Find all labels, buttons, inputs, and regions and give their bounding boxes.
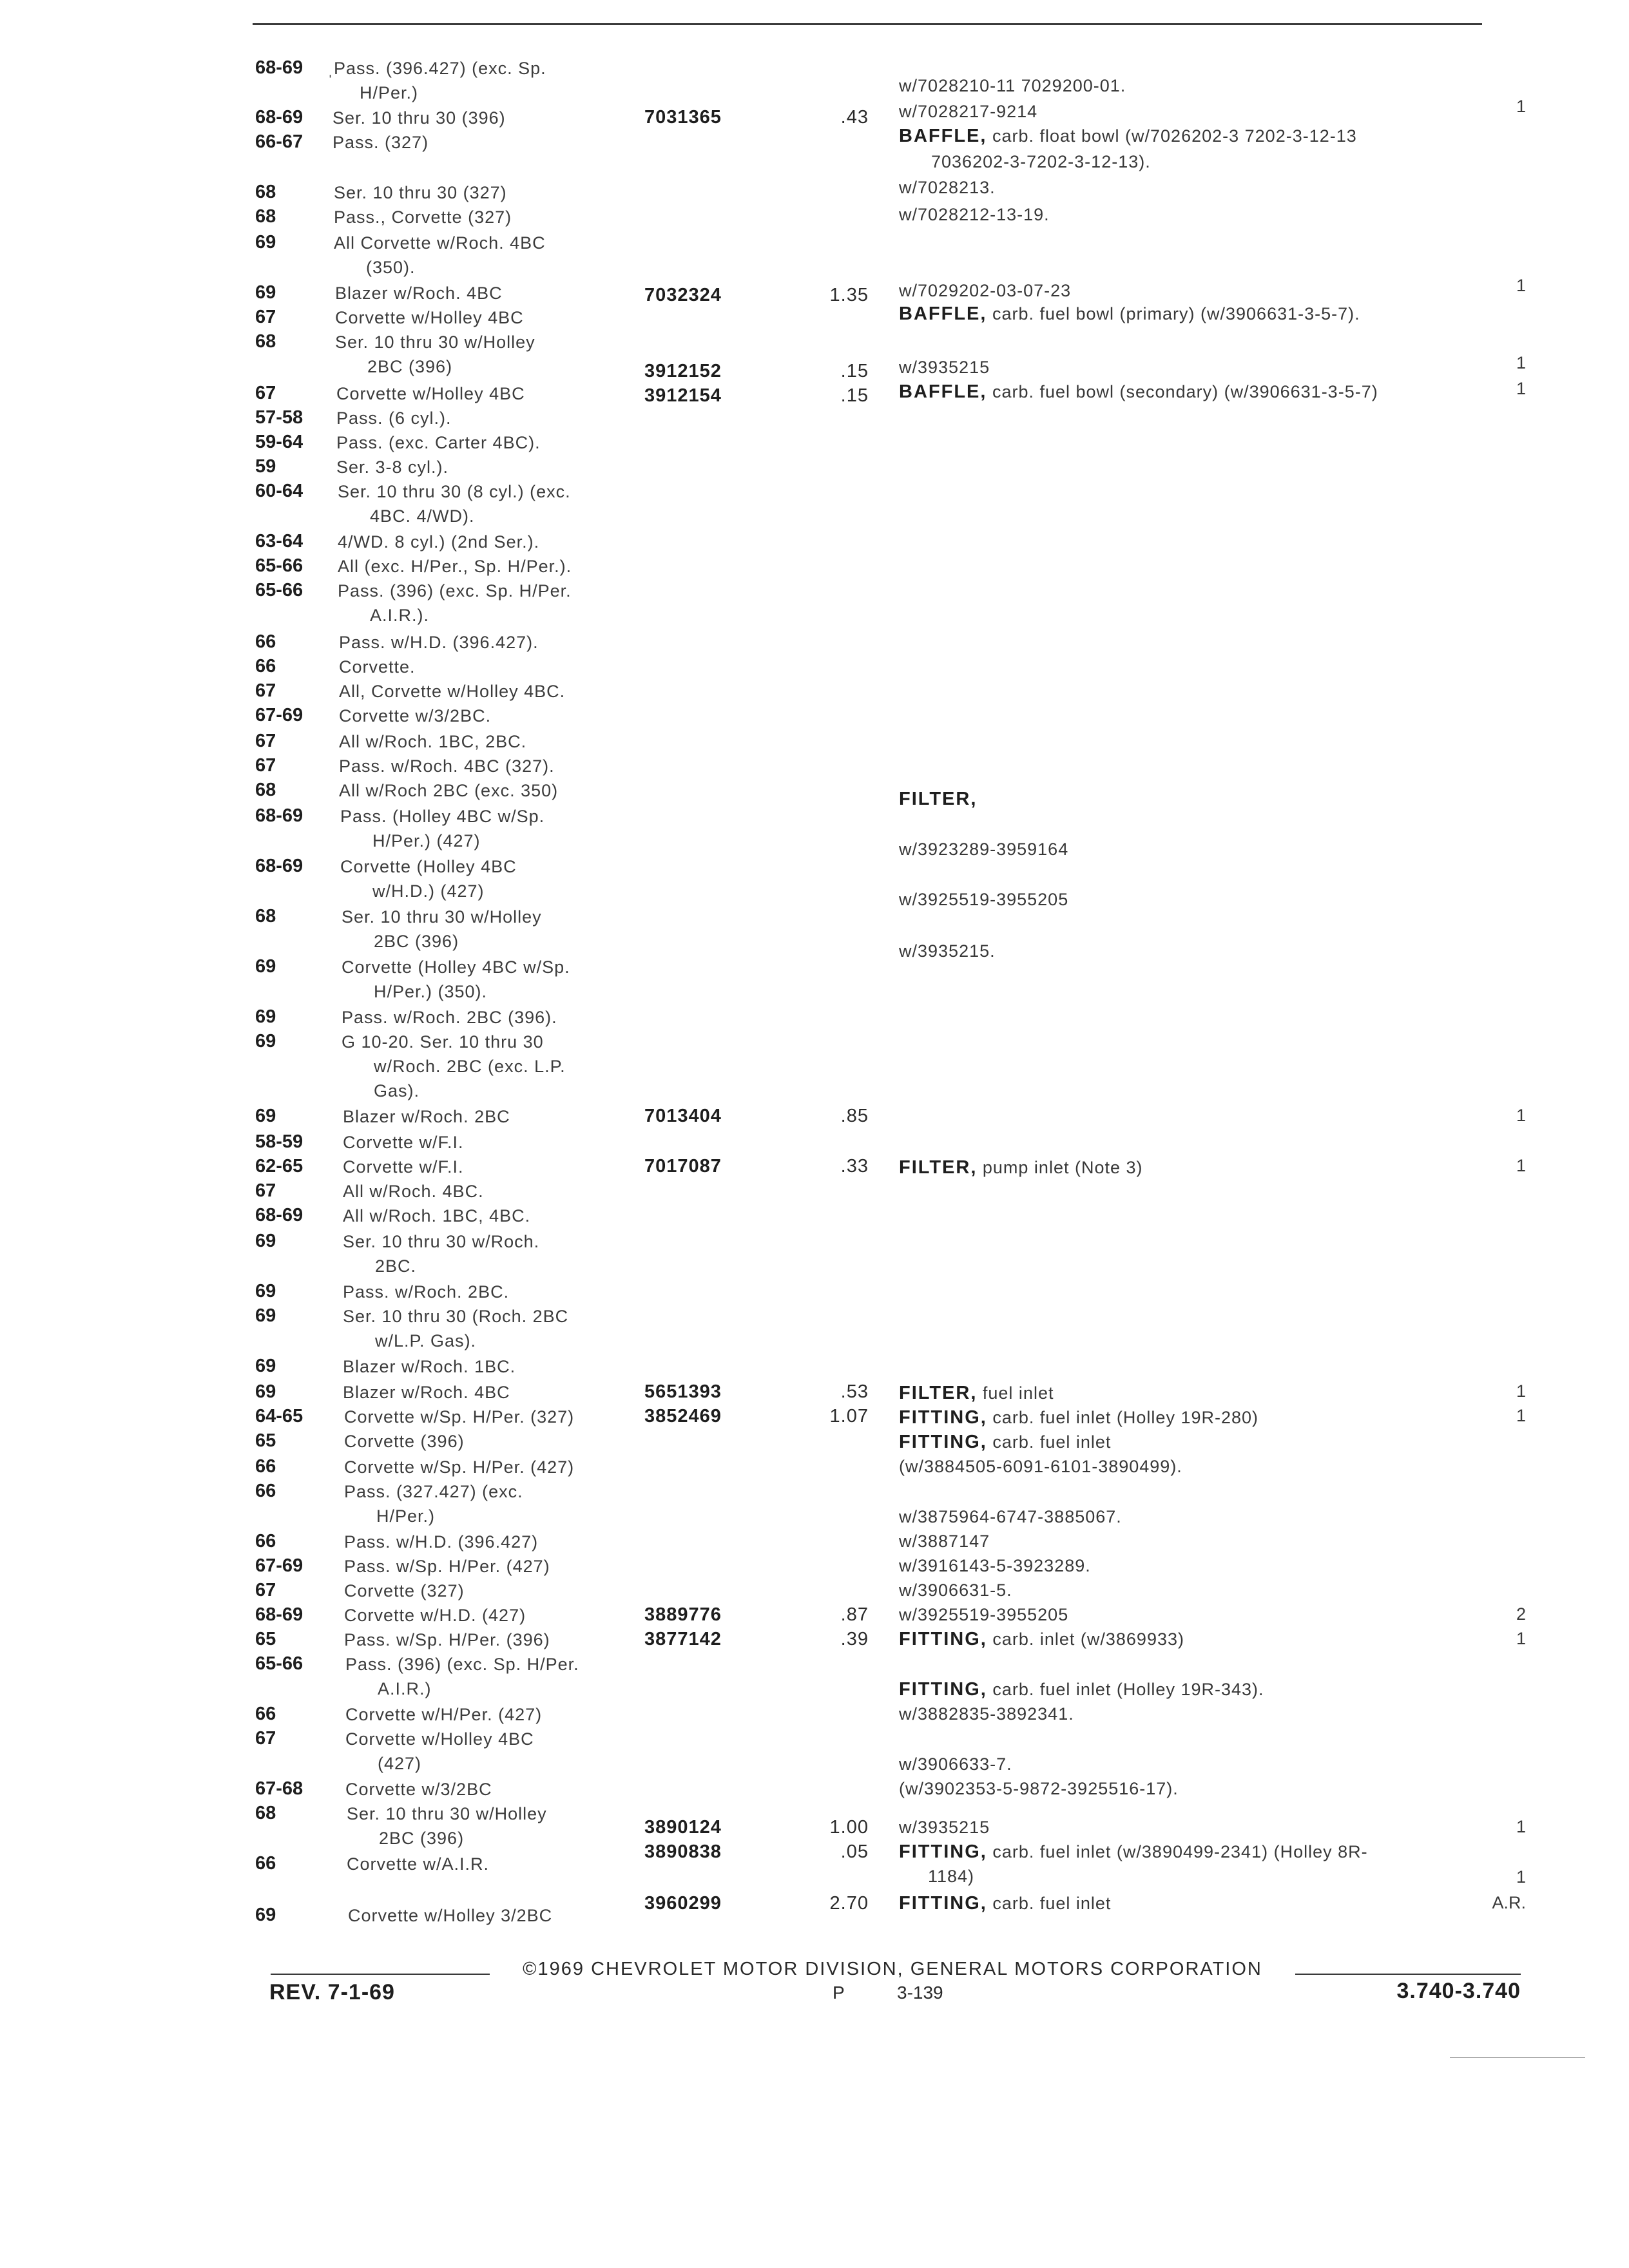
application-desc: Blazer w/Roch. 4BC (335, 284, 503, 303)
application-desc: Corvette w/A.I.R. (347, 1854, 490, 1874)
revision-date: REV. 7-1-69 (269, 1980, 395, 2004)
application-desc: Pass. (Holley 4BC w/Sp. H/Per.) (427) (340, 807, 545, 850)
year-cell: 59-64 (255, 432, 304, 452)
application-desc: Corvette w/Holley 4BC (335, 308, 524, 327)
quantity: 1 (1516, 1156, 1526, 1175)
application-desc: Pass. (6 cyl.). (336, 408, 452, 428)
description-line: w/3882835-3892341. (899, 1704, 1074, 1724)
application-desc: Corvette w/Holley 4BC (336, 384, 525, 403)
application-desc: Ser. 10 thru 30 w/Roch. 2BC. (343, 1232, 540, 1276)
description-line: BAFFLE, carb. float bowl (w/7026202-3 7202-3-12-13 (899, 126, 1357, 146)
quantity: 1 (1516, 379, 1526, 398)
part-number: 3890124 (644, 1817, 722, 1838)
application-desc: Ser. 10 thru 30 w/Holley 2BC (396) (342, 907, 542, 951)
part-number: 7013404 (644, 1106, 722, 1126)
year-cell: 69 (255, 1356, 276, 1376)
quantity: 1 (1516, 353, 1526, 372)
year-cell: 69 (255, 1106, 276, 1126)
year-cell: 65 (255, 1629, 276, 1649)
year-cell: 62-65 (255, 1156, 304, 1177)
year-cell: 67 (255, 755, 276, 776)
year-cell: 68 (255, 906, 276, 927)
description-line: w/3925519-3955205 (899, 890, 1069, 909)
year-cell: 69 (255, 1381, 276, 1402)
application-desc: All w/Roch. 4BC. (343, 1182, 484, 1201)
year-cell: 65-66 (255, 1653, 304, 1674)
quantity: 1 (1516, 276, 1526, 295)
application-desc: Pass. (327) (333, 133, 429, 152)
price: .15 (840, 361, 869, 381)
application-desc: Blazer w/Roch. 4BC (343, 1383, 510, 1402)
application-desc: Corvette w/F.I. (343, 1133, 464, 1152)
application-desc: Pass. w/Roch. 4BC (327). (339, 756, 555, 776)
application-desc: Pass. (327.427) (exc. H/Per.) (344, 1482, 523, 1526)
part-number: 7017087 (644, 1156, 722, 1177)
year-cell: 69 (255, 1231, 276, 1251)
year-cell: 69 (255, 956, 276, 977)
description-line: w/3916143-5-3923289. (899, 1556, 1091, 1575)
quantity: 1 (1516, 1406, 1526, 1425)
application-desc: Ser. 10 thru 30 w/Holley 2BC (396) (347, 1804, 547, 1848)
year-cell: 67-69 (255, 705, 304, 726)
year-cell: 67 (255, 383, 276, 403)
price: .33 (840, 1156, 869, 1177)
quantity: 1 (1516, 1106, 1526, 1125)
application-desc: Ser. 10 thru 30 (396) (333, 108, 506, 128)
year-cell: 67 (255, 307, 276, 327)
price: .85 (840, 1106, 869, 1126)
description-line: FILTER, fuel inlet (899, 1383, 1054, 1403)
year-cell: 68 (255, 1803, 276, 1823)
application-desc: ˌPass. (396.427) (exc. Sp. H/Per.) (327, 59, 546, 102)
application-desc: All w/Roch. 1BC, 2BC. (339, 732, 527, 751)
description-line: FITTING, carb. fuel inlet (899, 1893, 1112, 1914)
description-line: 1184) (928, 1867, 975, 1886)
corner-rule (1450, 2057, 1585, 2058)
quantity: 1 (1516, 97, 1526, 116)
application-desc: Ser. 10 thru 30 w/Holley 2BC (396) (335, 332, 535, 376)
price: .39 (840, 1629, 869, 1649)
year-cell: 68-69 (255, 1604, 304, 1625)
description-line: 7036202-3-7202-3-12-13). (931, 152, 1151, 171)
price: .15 (840, 385, 869, 406)
description-line: FITTING, carb. fuel inlet (Holley 19R-280) (899, 1407, 1259, 1428)
quantity: 1 (1516, 1381, 1526, 1401)
application-desc: Pass. w/H.D. (396.427). (339, 633, 539, 652)
year-cell: 66 (255, 1456, 276, 1477)
application-desc: All, Corvette w/Holley 4BC. (339, 682, 566, 701)
year-cell: 68 (255, 331, 276, 352)
description-line: (w/3902353-5-9872-3925516-17). (899, 1779, 1179, 1798)
year-cell: 69 (255, 1905, 276, 1925)
part-number: 3889776 (644, 1604, 722, 1625)
application-desc: Corvette w/3/2BC (345, 1780, 492, 1799)
description-line: w/7028213. (899, 178, 996, 197)
application-desc: Corvette w/Holley 3/2BC (348, 1906, 553, 1925)
description-line: w/7028210-11 7029200-01. (899, 76, 1126, 95)
description-line: FITTING, carb. inlet (w/3869933) (899, 1629, 1184, 1649)
price: .43 (840, 107, 869, 128)
quantity: 1 (1516, 1867, 1526, 1887)
year-cell: 65-66 (255, 555, 304, 576)
description-line: FILTER, (899, 789, 978, 809)
description-line: (w/3884505-6091-6101-3890499). (899, 1457, 1182, 1476)
p-code: P (833, 1983, 845, 2003)
description-line: BAFFLE, carb. fuel bowl (primary) (w/3906631-3-5-7). (899, 303, 1360, 324)
part-number: 5651393 (644, 1381, 722, 1402)
part-number: 3852469 (644, 1406, 722, 1427)
application-desc: All w/Roch 2BC (exc. 350) (339, 781, 559, 800)
description-line: w/3875964-6747-3885067. (899, 1507, 1122, 1526)
price: .87 (840, 1604, 869, 1625)
description-line: w/3906633-7. (899, 1754, 1012, 1774)
year-cell: 69 (255, 1305, 276, 1326)
year-cell: 63-64 (255, 531, 304, 552)
application-desc: Blazer w/Roch. 2BC (343, 1107, 510, 1126)
application-desc: All (exc. H/Per., Sp. H/Per.). (338, 557, 572, 576)
price: .05 (840, 1841, 869, 1862)
application-desc: Pass., Corvette (327) (334, 207, 512, 227)
year-cell: 66-67 (255, 131, 304, 152)
application-desc: Pass. w/Roch. 2BC. (343, 1282, 510, 1302)
top-rule (253, 23, 1482, 25)
application-desc: Corvette w/3/2BC. (339, 706, 492, 726)
year-cell: 66 (255, 656, 276, 677)
footer-rule-left (271, 1974, 490, 1975)
page-number: 3-139 (897, 1983, 943, 2003)
application-desc: Corvette. (339, 657, 416, 677)
application-desc: Pass. (exc. Carter 4BC). (336, 433, 541, 452)
application-desc: Corvette (Holley 4BC w/H.D.) (427) (340, 857, 517, 901)
description-line: w/3887147 (899, 1532, 990, 1551)
application-desc: 4/WD. 8 cyl.) (2nd Ser.). (338, 532, 540, 552)
year-cell: 68 (255, 206, 276, 227)
year-cell: 66 (255, 1531, 276, 1552)
year-cell: 68-69 (255, 805, 304, 826)
description-line: w/3923289-3959164 (899, 840, 1069, 859)
application-desc: Ser. 10 thru 30 (Roch. 2BC w/L.P. Gas). (343, 1307, 569, 1350)
application-desc: All w/Roch. 1BC, 4BC. (343, 1206, 531, 1225)
year-cell: 66 (255, 1853, 276, 1874)
year-cell: 60-64 (255, 481, 304, 501)
price: 1.00 (829, 1817, 869, 1838)
part-number: 7032324 (644, 285, 722, 305)
description-line: FITTING, carb. fuel inlet (899, 1432, 1112, 1452)
year-cell: 66 (255, 1481, 276, 1501)
description-line: BAFFLE, carb. fuel bowl (secondary) (w/3906631-3-5-7) (899, 381, 1378, 402)
application-desc: G 10-20. Ser. 10 thru 30 w/Roch. 2BC (exc. L.P. Gas). (342, 1032, 566, 1100)
price: 2.70 (829, 1893, 869, 1914)
application-desc: Ser. 10 thru 30 (8 cyl.) (exc. 4BC. 4/WD). (338, 482, 571, 526)
application-desc: Blazer w/Roch. 1BC. (343, 1357, 516, 1376)
price: 1.07 (829, 1406, 869, 1427)
description-line: FITTING, carb. fuel inlet (w/3890499-2341) (Holley 8R- (899, 1841, 1368, 1862)
part-number: 7031365 (644, 107, 722, 128)
year-cell: 67 (255, 1728, 276, 1749)
application-desc: Pass. w/Sp. H/Per. (396) (344, 1630, 550, 1649)
year-cell: 66 (255, 631, 276, 652)
year-cell: 65 (255, 1430, 276, 1451)
application-desc: Corvette (396) (344, 1432, 465, 1451)
application-desc: Corvette w/Sp. H/Per. (427) (344, 1457, 575, 1477)
part-number: 3877142 (644, 1629, 722, 1649)
year-cell: 69 (255, 232, 276, 253)
part-number: 3912152 (644, 361, 722, 381)
description-line: w/3925519-3955205 (899, 1605, 1069, 1624)
application-desc: Corvette w/F.I. (343, 1157, 464, 1177)
application-desc: Corvette w/Holley 4BC (427) (345, 1729, 534, 1773)
group-number: 3.740-3.740 (1396, 1979, 1521, 2003)
application-desc: Corvette (Holley 4BC w/Sp. H/Per.) (350). (342, 957, 570, 1001)
year-cell: 66 (255, 1704, 276, 1724)
description-line: w/7028217-9214 (899, 102, 1038, 121)
application-desc: Pass. (396) (exc. Sp. H/Per. A.I.R.) (345, 1655, 579, 1698)
year-cell: 58-59 (255, 1131, 304, 1152)
year-cell: 68 (255, 182, 276, 202)
quantity: 1 (1516, 1817, 1526, 1836)
year-cell: 67 (255, 731, 276, 751)
year-cell: 68-69 (255, 1205, 304, 1225)
description-line: w/3935215. (899, 941, 996, 961)
year-cell: 69 (255, 1281, 276, 1302)
year-cell: 57-58 (255, 407, 304, 428)
year-cell: 67-68 (255, 1778, 304, 1799)
application-desc: Corvette (327) (344, 1581, 465, 1600)
quantity: 2 (1516, 1604, 1526, 1624)
year-cell: 68-69 (255, 856, 304, 876)
application-desc: Corvette w/H/Per. (427) (345, 1705, 543, 1724)
description-line: w/3935215 (899, 1818, 990, 1837)
year-cell: 67 (255, 1180, 276, 1201)
year-cell: 59 (255, 456, 276, 477)
year-cell: 65-66 (255, 580, 304, 601)
year-cell: 68-69 (255, 107, 304, 128)
application-desc: Ser. 10 thru 30 (327) (334, 183, 507, 202)
description-line: w/7028212-13-19. (899, 205, 1050, 224)
application-desc: Pass. w/Roch. 2BC (396). (342, 1008, 557, 1027)
copyright-line: ©1969 CHEVROLET MOTOR DIVISION, GENERAL MOTORS CORPORATION (523, 1959, 1262, 1979)
application-desc: Pass. (396) (exc. Sp. H/Per. A.I.R.). (338, 581, 572, 625)
year-cell: 68-69 (255, 57, 304, 78)
quantity: 1 (1516, 1629, 1526, 1648)
application-desc: Pass. w/Sp. H/Per. (427) (344, 1557, 550, 1576)
quantity: A.R. (1492, 1893, 1526, 1912)
year-cell: 64-65 (255, 1406, 304, 1427)
description-line: w/3906631-5. (899, 1581, 1012, 1600)
part-number: 3960299 (644, 1893, 722, 1914)
part-number: 3912154 (644, 385, 722, 406)
year-cell: 68 (255, 780, 276, 800)
application-desc: All Corvette w/Roch. 4BC (350). (334, 233, 546, 277)
year-cell: 67-69 (255, 1555, 304, 1576)
description-line: FITTING, carb. fuel inlet (Holley 19R-343). (899, 1679, 1264, 1700)
application-desc: Corvette w/Sp. H/Per. (327) (344, 1407, 575, 1427)
application-desc: Pass. w/H.D. (396.427) (344, 1532, 539, 1552)
year-cell: 69 (255, 1006, 276, 1027)
price: .53 (840, 1381, 869, 1402)
year-cell: 67 (255, 680, 276, 701)
year-cell: 69 (255, 282, 276, 303)
part-number: 3890838 (644, 1841, 722, 1862)
footer-rule-right (1295, 1974, 1521, 1975)
price: 1.35 (829, 285, 869, 305)
year-cell: 69 (255, 1031, 276, 1052)
application-desc: Corvette w/H.D. (427) (344, 1606, 526, 1625)
application-desc: Ser. 3-8 cyl.). (336, 457, 449, 477)
description-line: w/7029202-03-07-23 (899, 281, 1072, 300)
description-line: FILTER, pump inlet (Note 3) (899, 1157, 1143, 1178)
description-line: w/3935215 (899, 358, 990, 377)
year-cell: 67 (255, 1580, 276, 1600)
